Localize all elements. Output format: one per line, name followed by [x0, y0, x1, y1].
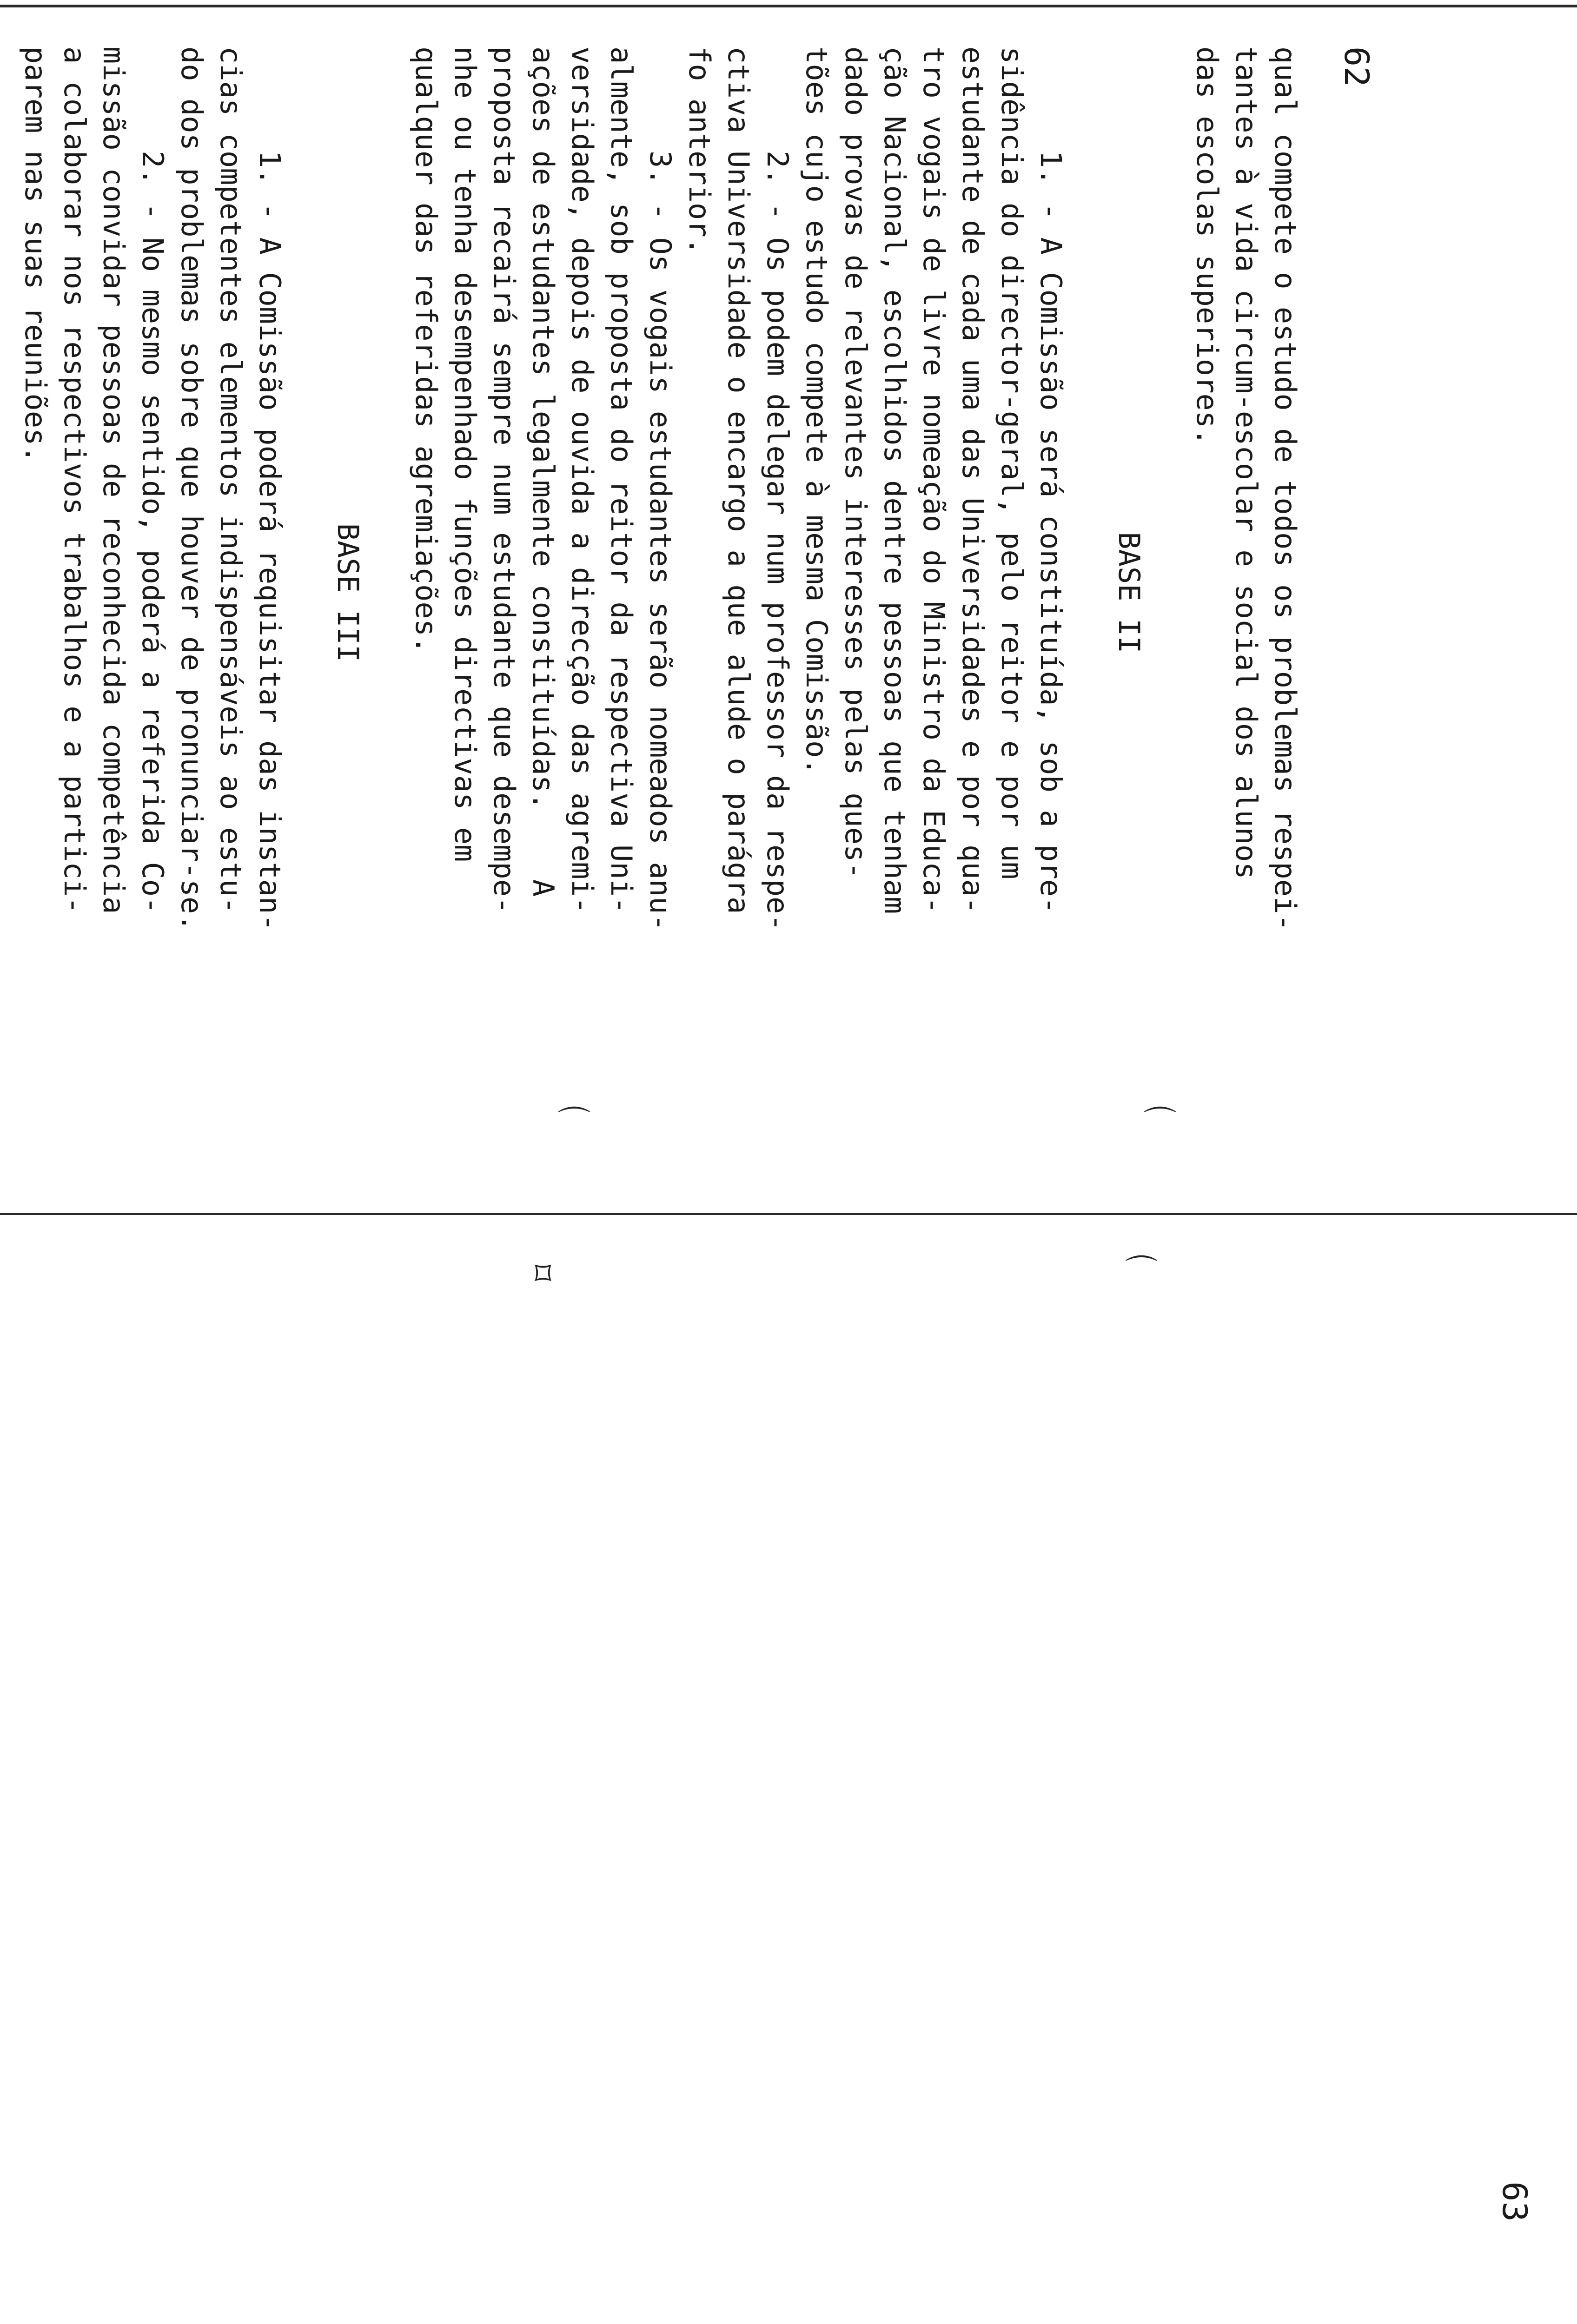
intro-paragraph: qual compete o estudo de todos os problemas respei- tantes à vida circum-escolar e social dos alunos das escolas superiores.: [1190, 46, 1302, 931]
base-ii-paragraph-1: 1. - A Comissão será constituída, sob a pre- sidência do director-geral, pelo reitor e por um estudante de cada uma das Universidades e por qua- tro vogais de livre nomeação do Ministro da Educa- ção Nacional, escolhidos dentre pessoas que tenham dado provas de relevantes interesses pelas ques- tões cujo estudo compete à mesma Comissão.: [800, 46, 1068, 914]
page-62-text-block: [16, 46, 1376, 1139]
binding-hole-mark-icon: ⌑: [535, 1255, 551, 1293]
binding-hole-mark-icon: ⌒: [1144, 1104, 1176, 1142]
page-number: 62: [1337, 46, 1376, 87]
page-number: 63: [1495, 2181, 1534, 2222]
base-ii-paragraph-2: 2. - Os podem delegar num professor da respe- ctiva Universidade o encargo a que alude o parágra fo anterior.: [682, 46, 795, 931]
binding-hole-mark-icon: ⌒: [1125, 1253, 1158, 1291]
page-divider-line: [0, 1213, 1577, 1215]
base-ii-paragraph-3: 3. - Os vogais estudantes serão nomeados anu- almente, sob proposta do reitor da respectiva Uni- versidade, depois de ouvida a direcção das agremi- ações de estudantes legalmente constituídas. A proposta recairá sempre num estudante que desempe- nhe ou tenha desempenhado funções directivas em qualquer das referidas agremiações.: [409, 46, 677, 931]
page-63: [0, 1227, 1577, 2324]
base-iii-paragraph-2: 2. - No mesmo sentido, poderá a referida Co- missão convidar pessoas de reconhecida competência a colaborar nos respectivos trabalhos e a partici- parem nas suas reuniões.: [19, 46, 170, 914]
heading-base-iii: BASE III: [331, 523, 365, 662]
base-iii-paragraph-1: 1. - A Comissão poderá requisitar das instan- cias competentes elementos indispensáveis ao estu- do dos problemas sobre que houver de pronunciar-se.: [175, 46, 287, 931]
binding-hole-mark-icon: ⌒: [558, 1104, 590, 1142]
heading-base-ii: BASE II: [1112, 532, 1146, 654]
